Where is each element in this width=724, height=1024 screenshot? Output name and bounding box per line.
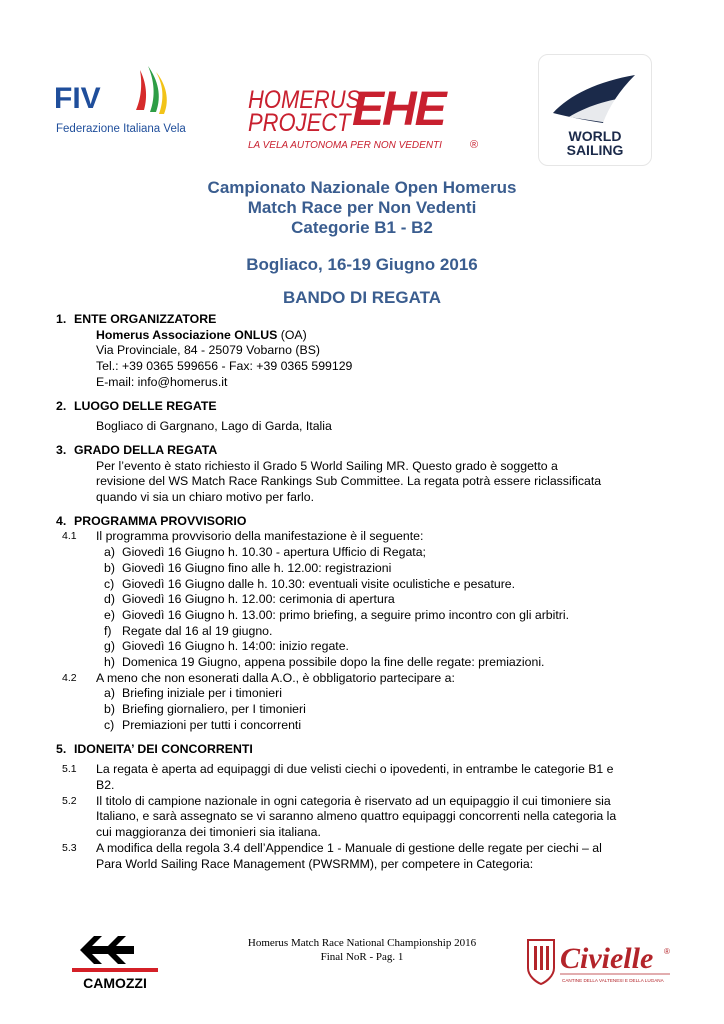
section-1-body: Homerus Associazione ONLUS (OA) Via Provinciale, 84 - 25079 Vobarno (BS) Tel.: +39 0365 599656 - Fax: +39 0365 599129 E-mail: info@homerus.it (56, 328, 676, 391)
svg-text:HOMERUS: HOMERUS (248, 86, 361, 115)
org-email: E-mail: info@homerus.it (96, 374, 228, 389)
svg-text:WORLD: WORLD (568, 128, 622, 144)
section-5-heading: 5. IDONEITA’ DEI CONCORRENTI (56, 741, 253, 756)
org-address: Via Provinciale, 84 - 25079 Vobarno (BS) (96, 343, 320, 358)
footer-line-2: Final NoR - Pag. 1 (320, 951, 404, 963)
civielle-logo-text: Civielle (560, 942, 654, 975)
list-4-1 (56, 545, 676, 671)
svg-text:®: ® (470, 139, 479, 151)
paragraph-5-2: 5.2 Il titolo di campione nazionale in ogni categoria è riservato ad un equipaggio il cui timoniere sia Italiano, e sarà assegnato se vi saranno almeno quattro equipaggi concorrenti nella categoria la cui maggioranza dei timonieri sia italiana. (62, 793, 617, 840)
title-line-1: Campionato Nazionale Open Homerus (207, 178, 517, 197)
fiv-logo-subtitle: Federazione Italiana Vela (56, 123, 186, 135)
paragraph-4-1: 4.1 Il programma provvisorio della manifestazione è il seguente: (62, 529, 424, 544)
title-line-3: Categorie B1 - B2 (291, 218, 433, 237)
civielle-logo (524, 934, 674, 988)
svg-text:®: ® (664, 947, 670, 956)
list-item: f) Regate dal 16 al 19 giugno. (104, 623, 273, 638)
document-body (56, 312, 676, 872)
civielle-logo-subtitle: CANTINE DELLA VALTENESI E DELLA LUGANA (562, 978, 664, 983)
document-title-block (0, 178, 724, 308)
paragraph-5-1: 5.1 La regata è aperta ad equipaggi di due velisti ciechi o ipovedenti, in entrambe le categorie B1 e B2. (62, 762, 614, 792)
section-2-body: Bogliaco di Gargnano, Lago di Garda, Italia (96, 419, 332, 434)
homerus-tagline: LA VELA AUTONOMA PER NON VEDENTI (248, 140, 442, 151)
fiv-logo-text: FIV (54, 82, 101, 115)
list-item: b) Giovedì 16 Giugno fino alle h. 12.00: registrazioni (104, 560, 392, 575)
list-item: a) Giovedì 16 Giugno h. 10.30 - apertura Ufficio di Regata; (104, 545, 426, 560)
homerus-ehe-mark: EHE (352, 83, 445, 136)
list-item: b) Briefing giornaliero, per I timonieri (104, 702, 306, 717)
list-item: c) Giovedì 16 Giugno dalle h. 10.30: eventuali visite oculistiche e pesature. (104, 576, 516, 591)
svg-text:PROJECT: PROJECT (248, 109, 351, 138)
org-phone: Tel.: +39 0365 599656 - Fax: +39 0365 599129 (96, 359, 353, 374)
section-1-heading: 1. ENTE ORGANIZZATORE (56, 312, 217, 326)
homerus-logo (244, 78, 484, 158)
paragraph-4-2: 4.2 A meno che non esonerati dalla A.O., è obbligatorio partecipare a: (62, 670, 455, 685)
section-3-body: Per l’evento è stato richiesto il Grado 5 World Sailing MR. Questo grado è soggetto a revisione del WS Match Race Rankings Sub Committee. La regata potrà essere riclassificata quando vi sia un chiaro motivo per farlo. (96, 458, 602, 505)
list-4-2 (56, 686, 676, 733)
list-item: e) Giovedì 16 Giugno h. 13.00: primo briefing, a seguire primo incontro con gli arbitri. (104, 607, 570, 622)
list-item: a) Briefing iniziale per i timonieri (104, 686, 282, 701)
world-sailing-logo (538, 54, 652, 166)
paragraph-5-3: 5.3 A modifica della regola 3.4 dell’Appendice 1 - Manuale di gestione delle regate per ciechi – al Para World Sailing Race Management (PWSRMM), per competere in Categoria: (62, 840, 602, 871)
org-name: Homerus Associazione ONLUS (96, 327, 278, 342)
list-item: h) Domenica 19 Giugno, appena possibile dopo la fine delle regate: premiazioni. (104, 655, 545, 670)
list-item: g) Giovedì 16 Giugno h. 14:00: inizio regate. (104, 639, 349, 654)
list-item: d) Giovedì 16 Giugno h. 12.00: cerimonia di apertura (104, 592, 395, 607)
title-line-2: Match Race per Non Vedenti (247, 198, 477, 217)
section-3-heading: 3. GRADO DELLA REGATA (56, 442, 218, 457)
section-2-heading: 2. LUOGO DELLE REGATE (56, 398, 217, 413)
title-bando: BANDO DI REGATA (282, 288, 442, 307)
footer-line-1: Homerus Match Race National Championship 2016 (247, 937, 477, 949)
title-place-date: Bogliaco, 16-19 Giugno 2016 (246, 255, 478, 274)
list-item: c) Premiazioni per tutti i concorrenti (104, 717, 302, 732)
section-4-heading: 4. PROGRAMMA PROVVISORIO (56, 513, 247, 528)
camozzi-logo-text: CAMOZZI (83, 975, 147, 991)
svg-text:SAILING: SAILING (566, 142, 624, 158)
fiv-logo (48, 62, 208, 142)
